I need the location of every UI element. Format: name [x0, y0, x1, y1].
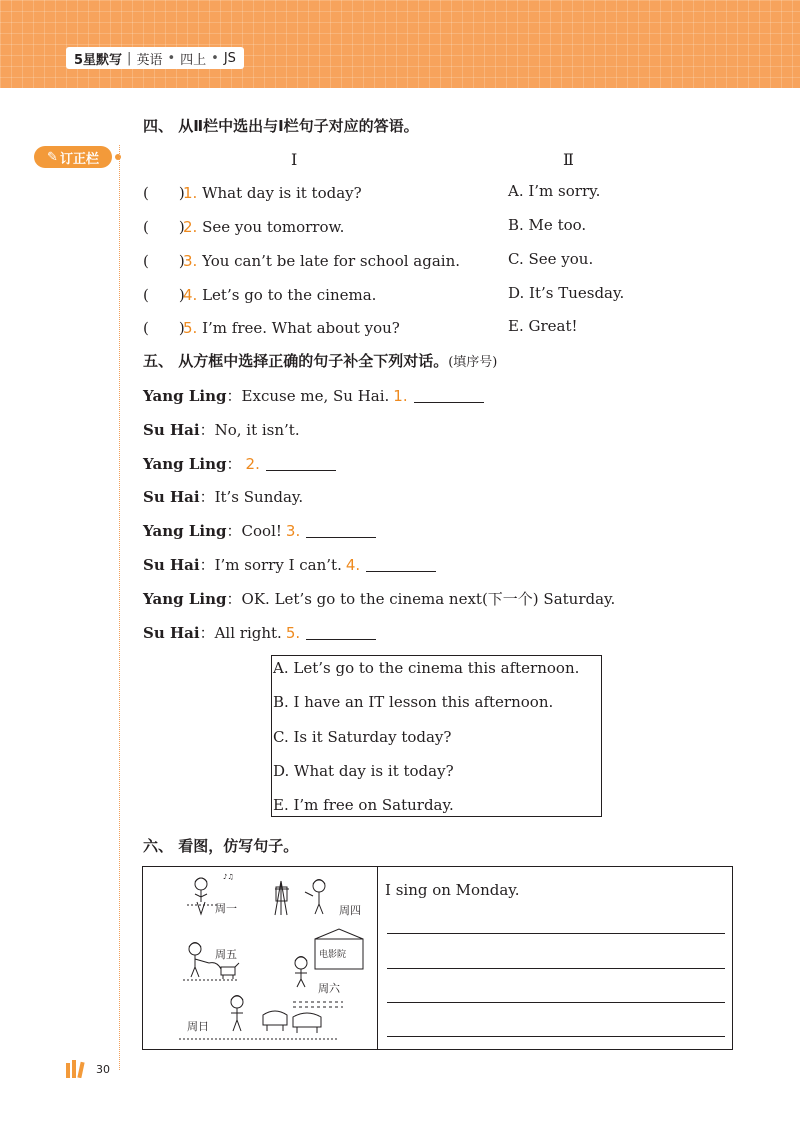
answer-slot[interactable]: ( ): [143, 286, 185, 304]
colon: ：: [199, 556, 215, 574]
column-2-heading: Ⅱ: [563, 150, 574, 169]
margin-divider: [119, 145, 120, 1070]
option-line: C. Is it Saturday today?: [273, 728, 452, 746]
colon: ：: [199, 421, 215, 439]
options-box: [271, 655, 602, 817]
label-sunday: 周日: [187, 1020, 209, 1033]
question-number: 3.: [183, 252, 198, 270]
pencil-icon: ✎: [47, 149, 58, 165]
colon: ：: [226, 387, 242, 405]
line-text: Cool!: [241, 522, 282, 540]
dialogue-line: [143, 453, 336, 474]
writing-line[interactable]: [387, 1002, 725, 1003]
grade-label: 四上: [180, 52, 207, 68]
colon: ：: [199, 624, 215, 642]
brand-label: 5星默写: [74, 52, 123, 68]
answer-option: E. Great!: [508, 317, 578, 335]
speaker: Su Hai: [143, 488, 200, 506]
page-number: 30: [96, 1062, 110, 1076]
question-number: 2.: [183, 218, 198, 236]
line-text: I’m sorry I can’t.: [214, 556, 342, 574]
blank-number: 2.: [245, 455, 260, 473]
speaker: Su Hai: [143, 556, 200, 574]
answer-option: D. It’s Tuesday.: [508, 284, 625, 302]
question-row: [143, 284, 376, 305]
weekly-activity-illustration: [143, 867, 377, 1048]
section-5-heading: 五、 从方框中选择正确的句子补全下列对话。: [143, 352, 449, 370]
option-line: D. What day is it today?: [273, 762, 454, 780]
speaker: Yang Ling: [143, 387, 227, 405]
colon: ：: [199, 488, 215, 506]
dot-separator: •: [167, 50, 176, 66]
section-6-title: 六、 看图，仿写句子。: [143, 837, 299, 855]
line-text: All right.: [214, 624, 282, 642]
column-1-heading: Ⅰ: [291, 150, 298, 169]
speaker: Yang Ling: [143, 590, 227, 608]
answer-option: A. I’m sorry.: [508, 182, 601, 200]
label-monday: 周一: [215, 902, 237, 915]
section-5-note: (填序号): [448, 355, 498, 370]
question-text: You can’t be late for school again.: [202, 252, 461, 270]
speaker: Su Hai: [143, 624, 200, 642]
writing-line[interactable]: [387, 933, 725, 934]
question-number: 5.: [183, 319, 198, 337]
speaker: Yang Ling: [143, 522, 227, 540]
colon: ：: [226, 522, 242, 540]
label-friday: 周五: [215, 948, 237, 961]
answer-blank[interactable]: [366, 571, 436, 572]
label-cinema: 电影院: [319, 950, 347, 960]
question-text: What day is it today?: [202, 184, 362, 202]
label-saturday: 周六: [318, 982, 340, 995]
page-footer: [66, 1060, 110, 1078]
question-number: 1.: [183, 184, 198, 202]
svg-text:♪♫: ♪♫: [223, 873, 234, 881]
dialogue-line: [143, 419, 300, 440]
badge-dot: [115, 154, 121, 160]
dialogue-line: [143, 385, 484, 406]
line-text: Excuse me, Su Hai.: [241, 387, 390, 405]
blank-number: 5.: [285, 624, 301, 642]
separator: |: [127, 50, 132, 66]
line-text: OK. Let’s go to the cinema next(下一个) Saturday.: [241, 590, 616, 608]
question-text: I’m free. What about you?: [202, 319, 400, 337]
option-line: E. I’m free on Saturday.: [273, 796, 454, 814]
speaker: Yang Ling: [143, 455, 227, 473]
dialogue-line: [143, 520, 376, 541]
correction-badge: [34, 146, 112, 168]
answer-blank[interactable]: [306, 639, 376, 640]
correction-label: 订正栏: [59, 151, 99, 167]
table-divider: [377, 867, 378, 1049]
section-5-title: [143, 350, 497, 371]
answer-blank[interactable]: [306, 537, 376, 538]
answer-slot[interactable]: ( ): [143, 319, 185, 337]
label-thursday: 周四: [339, 904, 361, 917]
edition-label: JS: [223, 50, 236, 66]
section-4-title: 四、 从Ⅱ栏中选出与Ⅰ栏句子对应的答语。: [143, 117, 419, 135]
question-row: [143, 216, 344, 237]
answer-option: C. See you.: [508, 250, 594, 268]
dialogue-line: [143, 554, 436, 575]
dialogue-line: [143, 622, 376, 643]
dialogue-line: [143, 486, 303, 507]
writing-line[interactable]: [387, 968, 725, 969]
colon: ：: [226, 455, 242, 473]
option-line: B. I have an IT lesson this afternoon.: [273, 693, 554, 711]
blank-number: 1.: [393, 387, 408, 405]
blank-number: 4.: [345, 556, 361, 574]
speaker: Su Hai: [143, 421, 200, 439]
dialogue-line: [143, 588, 615, 609]
colon: ：: [226, 590, 242, 608]
blank-number: 3.: [285, 522, 301, 540]
option-line: A. Let’s go to the cinema this afternoon.: [273, 659, 580, 677]
example-sentence: I sing on Monday.: [385, 881, 520, 899]
picture-writing-table: [142, 866, 733, 1050]
subject-label: 英语: [136, 52, 163, 68]
line-text: It’s Sunday.: [214, 488, 304, 506]
painting-child-figure: [275, 880, 325, 916]
answer-slot[interactable]: ( ): [143, 184, 185, 202]
answer-blank[interactable]: [414, 402, 484, 403]
question-number: 4.: [183, 286, 198, 304]
dot-separator: •: [211, 50, 219, 66]
answer-option: B. Me too.: [508, 216, 587, 234]
question-text: See you tomorrow.: [202, 218, 345, 236]
question-row: [143, 317, 400, 338]
question-row: [143, 250, 460, 271]
answer-slot[interactable]: ( ): [143, 252, 185, 270]
page-header: [0, 0, 800, 88]
answer-slot[interactable]: ( ): [143, 218, 185, 236]
answer-blank[interactable]: [266, 470, 336, 471]
header-tag: [66, 47, 244, 69]
question-text: Let’s go to the cinema.: [202, 286, 377, 304]
line-text: No, it isn’t.: [214, 421, 300, 439]
question-row: [143, 182, 362, 203]
books-icon: [66, 1060, 90, 1078]
writing-line[interactable]: [387, 1036, 725, 1037]
